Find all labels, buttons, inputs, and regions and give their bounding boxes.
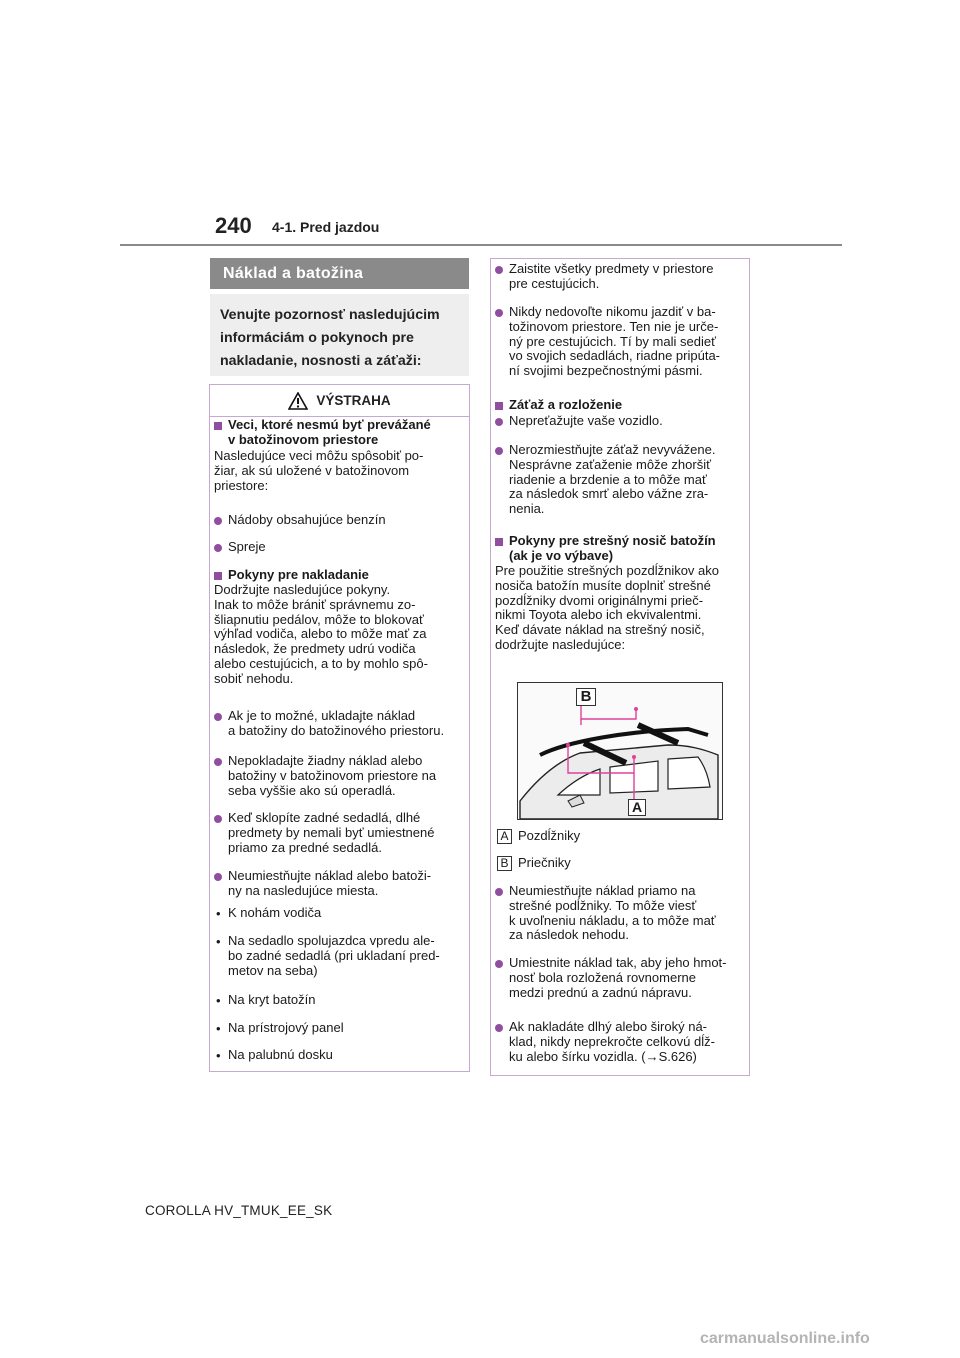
sub-list-item [228,934,440,978]
section-square-icon [214,422,222,430]
watermark: carmanualsonline.info [700,1330,870,1347]
section-heading: Záťaž a rozloženie [509,397,623,412]
paragraph [495,564,719,653]
heading-line: Veci, ktoré nesmú byť prevážané [228,417,431,432]
sub-list-item: Na prístrojový panel [228,1020,344,1035]
legend-label-b: B [497,856,512,871]
heading-line: v batožinovom priestore [228,431,379,447]
text-line: sobiť nehodu. [214,670,294,686]
heading-line: (ak je vo výbave) [509,547,614,563]
text-line: Pre použitie strešných pozdĺžnikov ako [495,563,720,578]
bullet-char: • [216,1048,221,1063]
bullet-char: • [216,934,221,949]
intro-box [210,294,469,376]
text-line: Neumiestňujte náklad alebo batoži- [228,868,432,883]
text-line: následok, že predmety udrú vodiča [214,641,416,657]
text-line: výhľad vodiča, alebo to môže mať za [214,626,427,642]
intro-line: Venujte pozornosť nasledujúcim [220,307,440,323]
bullet-dot-icon [214,873,222,881]
section-heading: Pokyny pre nakladanie [228,567,369,582]
section-square-icon [495,402,503,410]
text-line: tožinovom priestore. Ten nie je urče- [509,318,719,334]
bullet-dot-icon [495,888,503,896]
text-line: Umiestnite náklad tak, aby jeho hmot- [509,955,727,970]
list-item [228,869,431,899]
list-item: Nepreťažujte vaše vozidlo. [509,413,663,428]
text-line: seba vyššie ako sú operadlá. [228,782,396,798]
bullet-dot-icon [214,713,222,721]
list-item [509,262,713,292]
text-line: ní svojimi bezpečnostnými pásmi. [509,363,703,379]
text-line: za následok smrť alebo vážne zra- [509,486,709,502]
bullet-dot-icon [495,1024,503,1032]
text-line: za následok nehodu. [509,927,629,943]
paragraph [214,583,428,687]
text-line: k uvoľneniu nákladu, a to môže mať [509,912,716,928]
text-line: nosť bola rozložená rovnomerne [509,969,696,985]
list-item [509,1020,715,1064]
heading-line: Pokyny pre strešný nosič batožín [509,533,716,548]
text-line: ny na nasledujúce miesta. [228,882,379,898]
page-number: 240 [215,213,252,238]
text-line: Na sedadlo spolujazdca vpredu ale- [228,933,435,948]
text-line: nosiča batožín musíte doplniť strešné [495,577,711,593]
list-item [228,811,434,855]
text-line: medzi prednú a zadnú nápravu. [509,984,692,1000]
text-line: Zaistite všetky predmety v priestore [509,261,714,276]
warning-continued-box [490,258,750,1076]
paragraph [214,449,423,493]
arrow-icon: → [645,1048,659,1064]
text-line: žiar, ak sú uložené v batožinovom [214,462,410,478]
list-item [509,305,720,379]
section-square-icon [214,572,222,580]
bullet-char: • [216,993,221,1008]
bullet-dot-icon [495,960,503,968]
bullet-dot-icon [214,544,222,552]
bullet-char: • [216,906,221,921]
text-line: Nesprávne zaťaženie môže zhoršiť [509,456,711,472]
header-divider [120,244,842,246]
list-item [509,443,715,517]
page-title: Náklad a batožina [210,258,469,289]
list-item [509,956,727,1000]
text-line: Neumiestňujte náklad priamo na [509,883,696,898]
text-line: klad, nikdy neprekročte celkovú dĺž- [509,1033,715,1049]
bullet-dot-icon [495,309,503,317]
list-item [228,754,436,798]
section-heading [228,418,431,448]
text-line: Nepokladajte žiadny náklad alebo [228,753,423,768]
roof-rack-illustration [517,682,723,820]
section-title: 4-1. Pred jazdou [272,219,380,235]
text-line: bo zadné sedadlá (pri ukladaní pred- [228,947,440,963]
bullet-dot-icon [214,517,222,525]
text-line: alebo cestujúcich, a to by mohlo spô- [214,655,428,671]
legend-label-a: A [497,829,512,844]
text-line: nenia. [509,501,545,517]
intro-line: informáciám o pokynoch pre [220,330,414,346]
warning-header [210,385,469,416]
bullet-char: • [216,1021,221,1036]
figure-label-a: A [628,799,646,816]
text-line: a batožiny do batožinového priestoru. [228,722,445,738]
text-line: Nasledujúce veci môžu spôsobiť po- [214,448,424,463]
sub-list-item: K nohám vodiča [228,905,322,920]
text-line: metov na seba) [228,962,318,978]
list-item: Nádoby obsahujúce benzín [228,512,386,527]
figure-label-b: B [576,688,596,706]
legend-text-b: Priečniky [518,855,571,870]
sub-list-item: Na kryt batožín [228,992,316,1007]
section-heading [509,534,716,564]
list-item [228,709,444,739]
text-line: pre cestujúcich. [509,275,600,291]
text-line: Dodržujte nasledujúce pokyny. [214,582,391,597]
text-line: ný pre cestujúcich. Tí by mali sedieť [509,333,716,349]
bullet-dot-icon [495,418,503,426]
warning-triangle-icon [288,392,308,410]
bullet-dot-icon [495,266,503,274]
document-footer: COROLLA HV_TMUK_EE_SK [145,1203,333,1218]
text-line: šliapnutiu pedálov, môže to blokovať [214,611,424,627]
bullet-dot-icon [495,447,503,455]
warning-title: VÝSTRAHA [316,393,391,408]
text-line: Inak to môže brániť správnemu zo- [214,596,416,612]
intro-line: nakladanie, nosnosti a záťaži: [220,353,422,369]
text-line: riadenie a brzdenie a to môže mať [509,471,707,487]
text-line: Ak nakladáte dlhý alebo široký ná- [509,1019,708,1034]
text-line: Keď sklopíte zadné sedadlá, dlhé [228,810,421,825]
text-line: dodržujte nasledujúce: [495,636,626,652]
car-roof-drawing [518,683,722,819]
text-line: strešné podĺžniky. To môže viesť [509,897,697,913]
bullet-dot-icon [214,758,222,766]
text-line: pozdĺžniky dvomi originálnymi prieč- [495,592,704,608]
text-line: batožiny v batožinovom priestore na [228,767,437,783]
text-line: Ak je to možné, ukladajte náklad [228,708,416,723]
section-square-icon [495,538,503,546]
bullet-dot-icon [214,815,222,823]
list-item: Spreje [228,539,266,554]
text-line: vo svojich sedadlách, riadne pripúta- [509,348,721,364]
text-line: predmety by nemali byť umiestnené [228,824,435,840]
text-line: ku alebo šírku vozidla. (→S.626) [509,1048,697,1064]
text-line: Nikdy nedovoľte nikomu jazdiť v ba- [509,304,716,319]
text-line: Keď dávate náklad na strešný nosič, [495,622,705,638]
text-line: Nerozmiestňujte záťaž nevyvážene. [509,442,716,457]
sub-list-item: Na palubnú dosku [228,1047,333,1062]
legend-text-a: Pozdĺžniky [518,828,581,843]
text-line: priamo za predné sedadlá. [228,839,382,855]
text-line: nikmi Toyota alebo ich ekvivalentmi. [495,607,702,623]
text-line: priestore: [214,477,269,493]
list-item [509,884,716,943]
